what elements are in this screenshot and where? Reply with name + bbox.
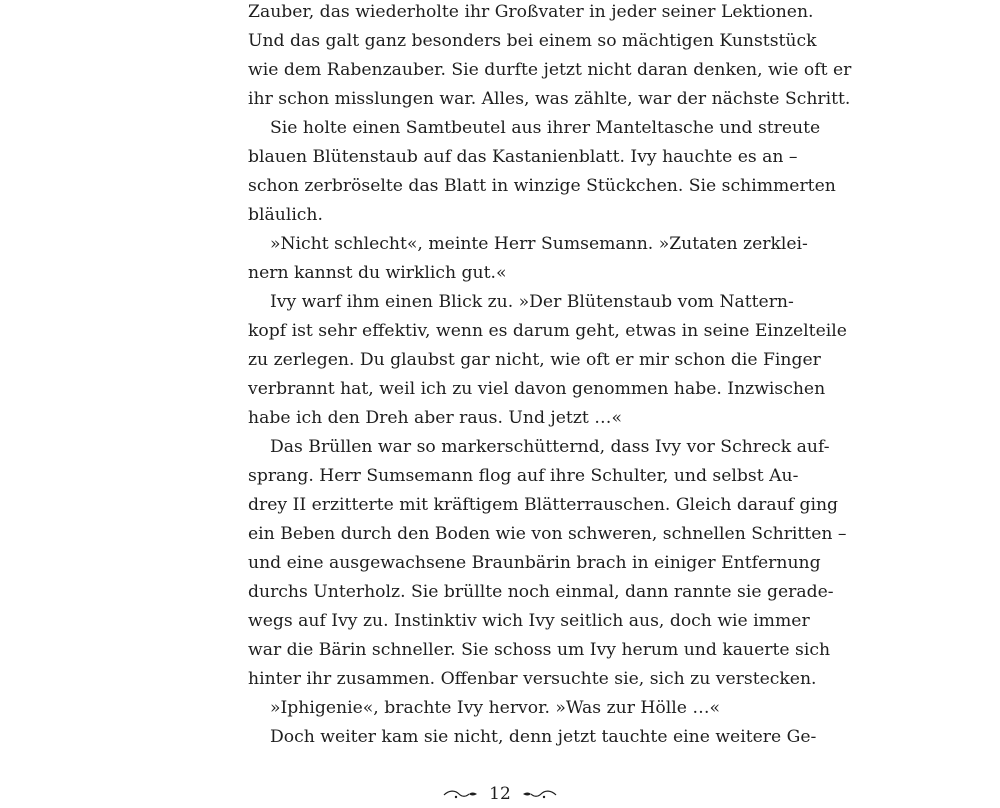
body-text: [248, 0, 852, 752]
text-line: und eine ausgewachsene Braunbärin brach in einiger Entfernung: [248, 553, 821, 573]
text-line: »Nicht schlecht«, meinte Herr Sumsemann. »Zutaten zerklei-: [270, 234, 808, 254]
text-line: bläulich.: [248, 205, 323, 225]
text-line: zu zerlegen. Du glaubst gar nicht, wie oft er mir schon die Finger: [248, 350, 821, 370]
text-line: hinter ihr zusammen. Offenbar versuchte sie, sich zu verstecken.: [248, 669, 817, 689]
text-line: kopf ist sehr effektiv, wenn es darum geht, etwas in seine Einzelteile: [248, 321, 847, 341]
text-line: schon zerbröselte das Blatt in winzige Stückchen. Sie schimmerten: [248, 176, 836, 196]
page-number: 12: [489, 784, 511, 804]
text-line: Das Brüllen war so markerschütternd, dass Ivy vor Schreck auf-: [270, 437, 830, 457]
text-line: drey II erzitterte mit kräftigem Blätterrauschen. Gleich darauf ging: [248, 495, 839, 515]
paragraph: [248, 288, 847, 433]
text-line: durchs Unterholz. Sie brüllte noch einmal, dann rannte sie gerade-: [248, 582, 834, 602]
text-line: wie dem Rabenzauber. Sie durfte jetzt nicht daran denken, wie oft er: [248, 60, 852, 80]
text-line: sprang. Herr Sumsemann flog auf ihre Schulter, und selbst Au-: [248, 466, 799, 486]
paragraph: [248, 723, 817, 752]
flourish-right-icon: [521, 787, 557, 801]
text-line: ihr schon misslungen war. Alles, was zählte, war der nächste Schritt.: [248, 89, 851, 109]
paragraph: [248, 694, 754, 723]
text-line: ein Beben durch den Boden wie von schweren, schnellen Schritten –: [248, 524, 847, 544]
text-line: war die Bärin schneller. Sie schoss um Ivy herum und kauerte sich: [248, 640, 831, 660]
text-line: »Iphigenie«, brachte Ivy hervor. »Was zur Hölle …«: [270, 698, 721, 718]
flourish-left-icon: [443, 787, 479, 801]
text-line: Sie holte einen Samtbeutel aus ihrer Manteltasche und streute: [270, 118, 821, 138]
paragraph: [248, 230, 808, 288]
paragraph: [248, 0, 852, 114]
text-line: wegs auf Ivy zu. Instinktiv wich Ivy seitlich aus, doch wie immer: [248, 611, 810, 631]
page-footer: [0, 780, 1000, 808]
paragraph: [248, 433, 847, 694]
text-line: habe ich den Dreh aber raus. Und jetzt …«: [248, 408, 622, 428]
text-line: nern kannst du wirklich gut.«: [248, 263, 507, 283]
text-line: Ivy warf ihm einen Blick zu. »Der Blütenstaub vom Nattern-: [270, 292, 794, 312]
text-line: Und das galt ganz besonders bei einem so mächtigen Kunststück: [248, 31, 817, 51]
text-line: Zauber, das wiederholte ihr Großvater in jeder seiner Lektionen.: [248, 2, 814, 22]
text-line: Doch weiter kam sie nicht, denn jetzt tauchte eine weitere Ge-: [270, 727, 817, 747]
text-line: verbrannt hat, weil ich zu viel davon genommen habe. Inzwischen: [248, 379, 826, 399]
text-line: blauen Blütenstaub auf das Kastanienblatt. Ivy hauchte es an –: [248, 147, 798, 167]
paragraph: [248, 114, 836, 230]
